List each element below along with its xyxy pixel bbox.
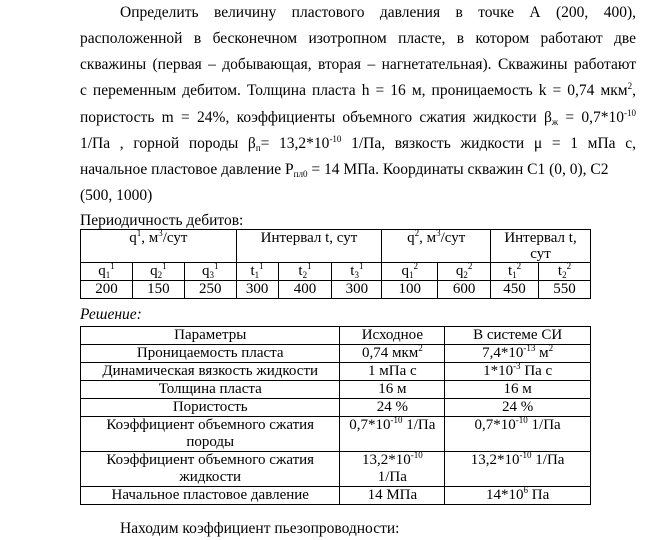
subheader-cell: $t_2^1$ (278, 263, 332, 281)
value-cell: 550 (539, 281, 591, 299)
value-cell: 100 (382, 281, 438, 299)
table-row: Динамическая вязкость жидкости 1 мПа с $1*10^{-3}$ Па с (81, 363, 591, 381)
subheader-cell: $t_3^1$ (332, 263, 382, 281)
parameters-table (80, 326, 591, 505)
header-q2: $q^2$, $м^3$/сут (382, 230, 491, 263)
header-q1: $q^1$, $м^3$/сут (81, 230, 237, 263)
table-row: Начальное пластовое давление 14 МПа $14*10^6$ Па (81, 487, 591, 505)
problem-line-7: начальное пластовое давление $Р_{пл0} = 14$ МПа. Координаты скважин С1 (0, 0), С2 (80, 161, 609, 180)
problem-line-6: 1/Па , горной породы $\beta_п= 13,2*10^{-10}$ 1/Па, вязкость жидкости μ = 1 мПа с, (80, 133, 636, 153)
value-cell: 150 (132, 281, 184, 299)
problem-line-8: (500, 1000) (80, 187, 153, 205)
table-row: Коэффициент объемного сжатия жидкости $13,2*10^{-10}$ 1/Па $13,2*10^{-10}$ 1/Па (81, 452, 591, 487)
table-header-row (81, 230, 591, 263)
subheader-cell: $q_3^1$ (184, 263, 236, 281)
value-cell: 300 (236, 281, 278, 299)
footer-text: Находим коэффициент пьезопроводности: (120, 520, 400, 537)
subheader-cell: $q_1^2$ (382, 263, 438, 281)
table-row: Пористость 24 % 24 % (81, 399, 591, 417)
value-cell: 400 (278, 281, 332, 299)
subheader-cell: $t_1^1$ (236, 263, 278, 281)
header-si: В системе СИ (445, 327, 591, 345)
table-subheader-row (81, 263, 591, 281)
problem-line-2: расположенной в бесконечном изотропном пласте, в котором работают две (80, 30, 636, 47)
problem-statement (80, 0, 636, 209)
subheader-cell: $q_1^1$ (81, 263, 133, 281)
value-cell: 300 (332, 281, 382, 299)
subheader-cell: $t_1^2$ (491, 263, 539, 281)
value-cell: 600 (438, 281, 491, 299)
table-row: Коэффициент объемного сжатия породы $0,7*10^{-10}$ 1/Па $0,7*10^{-10}$ 1/Па (81, 417, 591, 452)
value-cell: 200 (81, 281, 133, 299)
table-value-row (81, 281, 591, 299)
table-header-row (81, 327, 591, 345)
value-cell: 450 (491, 281, 539, 299)
subheader-cell: $q_2^2$ (438, 263, 491, 281)
solution-label: Решение: (80, 306, 142, 323)
header-parameters: Параметры (81, 327, 340, 345)
subheader-cell: $t_2^2$ (539, 263, 591, 281)
table-row: Проницаемость пласта 0,74 мкм$^2$ $7,4*10^{-13}$ $м^2$ (81, 345, 591, 363)
table-row: Толщина пласта 16 м 16 м (81, 381, 591, 399)
header-interval-2: Интервал t, сут (491, 230, 591, 263)
periodicity-label: Периодичность дебитов: (80, 212, 244, 229)
problem-line-1: Определить величину пластового давления в точке А (200, 400), (120, 4, 636, 21)
debit-periodicity-table (80, 229, 591, 299)
problem-line-4: с переменным дебитом. Толщина пласта h = 16 м, проницаемость k = 0,74 мкм$^2$, (80, 81, 636, 100)
header-original: Исходное (340, 327, 445, 345)
subheader-cell: $q_2^1$ (132, 263, 184, 281)
problem-line-3: скважины (первая – добывающая, вторая – нагнетательная). Скважины работают (80, 56, 636, 74)
problem-line-5: пористость m = 24%, коэффициенты объемного сжатия жидкости $\beta_ж = 0,7*10^{-10}$ (80, 107, 636, 127)
value-cell: 250 (184, 281, 236, 299)
header-interval-1: Интервал t, сут (236, 230, 382, 263)
